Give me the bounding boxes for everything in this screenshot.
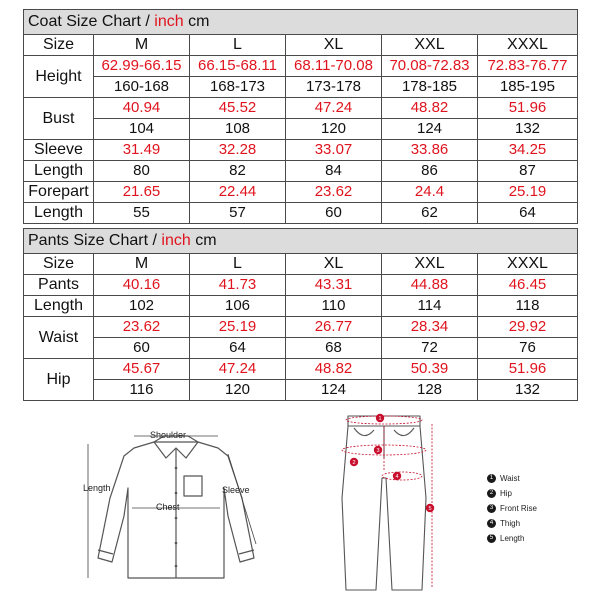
coat-height-cm-row — [24, 77, 578, 98]
table-cell: 48.82 — [382, 98, 478, 119]
table-cell: 116 — [94, 380, 190, 401]
table-cell: 23.62 — [286, 182, 382, 203]
coat-size-header: Size — [24, 35, 94, 56]
pants-diagram — [330, 408, 450, 596]
legend-item-hip — [487, 486, 587, 501]
coat-sleeve-label: Sleeve — [24, 140, 94, 161]
table-cell: 68.11-70.08 — [286, 56, 382, 77]
table-cell: 46.45 — [478, 275, 578, 296]
coat-size-table — [23, 9, 578, 224]
table-cell: 72.83-76.77 — [478, 56, 578, 77]
table-cell: 47.24 — [286, 98, 382, 119]
table-cell: 70.08-72.83 — [382, 56, 478, 77]
marker-3-num: 3 — [376, 448, 380, 454]
legend-number: 4 — [487, 519, 496, 528]
coat-height-label: Height — [24, 56, 94, 98]
pants-size-table — [23, 228, 578, 401]
table-cell: 31.49 — [94, 140, 190, 161]
legend-number: 2 — [487, 489, 496, 498]
table-cell: 132 — [478, 380, 578, 401]
coat-header-row — [24, 35, 578, 56]
table-cell: 128 — [382, 380, 478, 401]
coat-sleeve-cm-row — [24, 161, 578, 182]
measurement-legend — [487, 471, 587, 546]
pants-size-xxl: XXL — [382, 254, 478, 275]
table-cell: 47.24 — [190, 359, 286, 380]
pants-hip-cm-row — [24, 380, 578, 401]
coat-unit-cm: cm — [183, 13, 210, 30]
table-cell: 45.52 — [190, 98, 286, 119]
table-cell: 124 — [286, 380, 382, 401]
coat-height-inch-row — [24, 56, 578, 77]
table-cell: 51.96 — [478, 98, 578, 119]
table-cell: 104 — [94, 119, 190, 140]
coat-bust-label: Bust — [24, 98, 94, 140]
table-cell: 40.94 — [94, 98, 190, 119]
pants-unit-inch: inch — [161, 232, 191, 249]
legend-number: 5 — [487, 534, 496, 543]
table-cell: 108 — [190, 119, 286, 140]
table-cell: 173-178 — [286, 77, 382, 98]
pants-size-l: L — [190, 254, 286, 275]
pants-waist-inch-row — [24, 317, 578, 338]
sleeve-label: Sleeve — [222, 485, 250, 495]
table-cell: 132 — [478, 119, 578, 140]
coat-bust-inch-row — [24, 98, 578, 119]
coat-unit-inch: inch — [154, 13, 184, 30]
marker-1-num: 1 — [378, 416, 382, 422]
legend-label: Hip — [500, 489, 513, 498]
table-cell: 41.73 — [190, 275, 286, 296]
table-cell: 185-195 — [478, 77, 578, 98]
table-cell: 25.19 — [478, 182, 578, 203]
table-cell: 44.88 — [382, 275, 478, 296]
table-cell: 22.44 — [190, 182, 286, 203]
pants-title-text: Pants Size Chart / — [28, 232, 162, 249]
table-cell: 80 — [94, 161, 190, 182]
pants-length-cm-row — [24, 296, 578, 317]
table-cell: 168-173 — [190, 77, 286, 98]
table-cell: 55 — [94, 203, 190, 224]
marker-5-num: 5 — [428, 506, 432, 512]
table-cell: 33.86 — [382, 140, 478, 161]
table-cell: 68 — [286, 338, 382, 359]
pants-size-m: M — [94, 254, 190, 275]
table-cell: 51.96 — [478, 359, 578, 380]
table-cell: 82 — [190, 161, 286, 182]
table-cell: 124 — [382, 119, 478, 140]
legend-number: 1 — [487, 474, 496, 483]
table-cell: 64 — [478, 203, 578, 224]
shoulder-label: Shoulder — [150, 430, 187, 440]
table-cell: 48.82 — [286, 359, 382, 380]
coat-bust-cm-row — [24, 119, 578, 140]
table-cell: 40.16 — [94, 275, 190, 296]
table-cell: 26.77 — [286, 317, 382, 338]
pants-size-xxxl: XXXL — [478, 254, 578, 275]
pants-size-header: Size — [24, 254, 94, 275]
legend-label: Length — [500, 534, 525, 543]
table-cell: 110 — [286, 296, 382, 317]
coat-title-text: Coat Size Chart / — [28, 13, 155, 30]
coat-forepart-inch-row — [24, 182, 578, 203]
pants-length-inch-row — [24, 275, 578, 296]
coat-size-xl: XL — [286, 35, 382, 56]
table-cell: 25.19 — [190, 317, 286, 338]
legend-number: 3 — [487, 504, 496, 513]
table-cell: 24.4 — [382, 182, 478, 203]
pants-size-xl: XL — [286, 254, 382, 275]
legend-label: Waist — [500, 474, 520, 483]
coat-table-title — [24, 10, 578, 35]
pants-header-row — [24, 254, 578, 275]
table-cell: 43.31 — [286, 275, 382, 296]
legend-label: Front Rise — [500, 504, 537, 513]
table-cell: 57 — [190, 203, 286, 224]
pants-unit-cm: cm — [190, 232, 217, 249]
table-cell: 160-168 — [94, 77, 190, 98]
legend-label: Thigh — [500, 519, 521, 528]
legend-item-front-rise — [487, 501, 587, 516]
legend-item-thigh — [487, 516, 587, 531]
table-cell: 84 — [286, 161, 382, 182]
table-cell: 23.62 — [94, 317, 190, 338]
table-cell: 106 — [190, 296, 286, 317]
table-cell: 62 — [382, 203, 478, 224]
table-cell: 21.65 — [94, 182, 190, 203]
pants-waist-label: Waist — [24, 317, 94, 359]
pants-hip-inch-row — [24, 359, 578, 380]
table-cell: 28.34 — [382, 317, 478, 338]
coat-size-m: M — [94, 35, 190, 56]
coat-sleeve-label-2: Length — [24, 161, 94, 182]
coat-forepart-label-2: Length — [24, 203, 94, 224]
table-cell: 45.67 — [94, 359, 190, 380]
marker-4-num: 4 — [395, 474, 399, 480]
table-cell: 87 — [478, 161, 578, 182]
table-cell: 72 — [382, 338, 478, 359]
table-cell: 114 — [382, 296, 478, 317]
coat-sleeve-inch-row — [24, 140, 578, 161]
table-cell: 33.07 — [286, 140, 382, 161]
table-cell: 64 — [190, 338, 286, 359]
pants-hip-label: Hip — [24, 359, 94, 401]
legend-item-length — [487, 531, 587, 546]
legend-item-waist — [487, 471, 587, 486]
length-label: Length — [83, 483, 111, 493]
table-cell: 118 — [478, 296, 578, 317]
table-cell: 178-185 — [382, 77, 478, 98]
coat-size-xxl: XXL — [382, 35, 478, 56]
pants-length-label-2: Length — [24, 296, 94, 317]
table-cell: 120 — [286, 119, 382, 140]
marker-2-num: 2 — [352, 460, 356, 466]
chest-label: Chest — [156, 502, 180, 512]
table-cell: 86 — [382, 161, 478, 182]
coat-size-xxxl: XXXL — [478, 35, 578, 56]
table-cell: 29.92 — [478, 317, 578, 338]
table-cell: 50.39 — [382, 359, 478, 380]
coat-size-l: L — [190, 35, 286, 56]
coat-forepart-label: Forepart — [24, 182, 94, 203]
table-cell: 32.28 — [190, 140, 286, 161]
pants-length-label: Pants — [24, 275, 94, 296]
table-cell: 120 — [190, 380, 286, 401]
table-cell: 102 — [94, 296, 190, 317]
pants-waist-cm-row — [24, 338, 578, 359]
pants-table-title — [24, 229, 578, 254]
table-cell: 62.99-66.15 — [94, 56, 190, 77]
table-cell: 60 — [94, 338, 190, 359]
table-cell: 76 — [478, 338, 578, 359]
table-cell: 60 — [286, 203, 382, 224]
coat-forepart-cm-row — [24, 203, 578, 224]
table-cell: 66.15-68.11 — [190, 56, 286, 77]
table-cell: 34.25 — [478, 140, 578, 161]
